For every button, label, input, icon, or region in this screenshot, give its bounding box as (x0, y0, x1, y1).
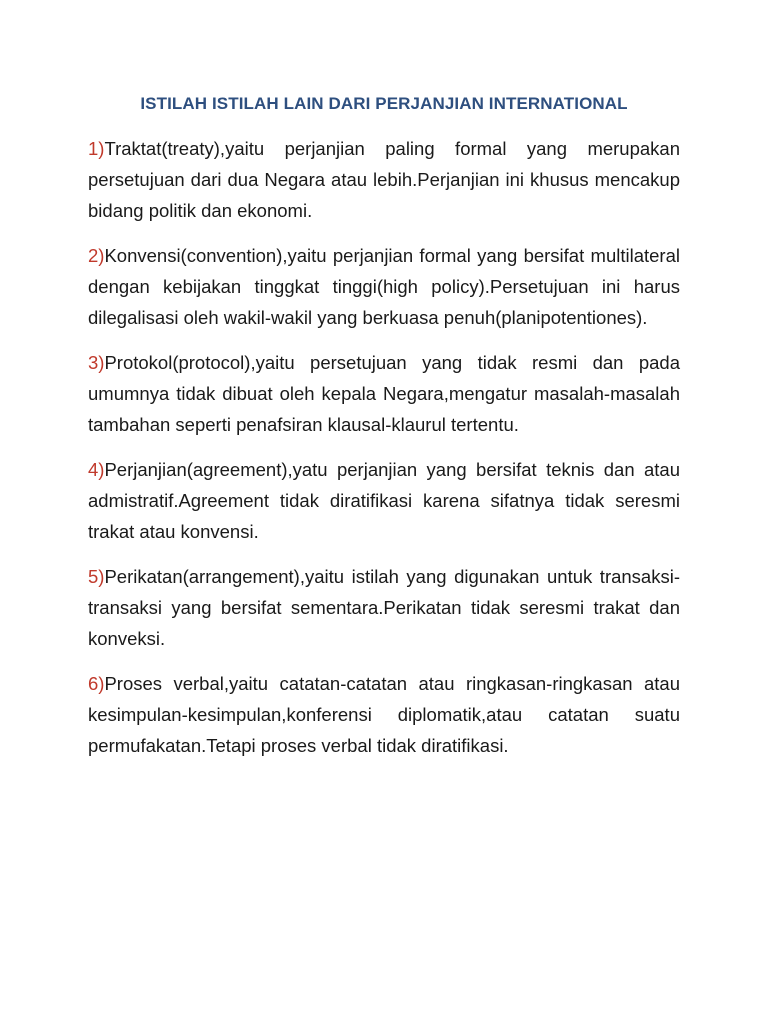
item-text: Perikatan(arrangement),yaitu istilah yang digunakan untuk transaksi-transaksi yang bersifat sementara.Perikatan tidak seresmi trakat dan konveksi. (88, 566, 680, 649)
item-text: Proses verbal,yaitu catatan-catatan atau ringkasan-ringkasan atau kesimpulan-kesimpulan,konferensi diplomatik,atau catatan suatu permufakatan.Tetapi proses verbal tidak diratifikasi. (88, 673, 680, 756)
list-item (88, 240, 680, 333)
item-number: 6) (88, 673, 105, 694)
item-text: Protokol(protocol),yaitu persetujuan yang tidak resmi dan pada umumnya tidak dibuat oleh kepala Negara,mengatur masalah-masalah tambahan seperti penafsiran klausal-klaurul tertentu. (88, 352, 680, 435)
item-text: Traktat(treaty),yaitu perjanjian paling formal yang merupakan persetujuan dari dua Negara atau lebih.Perjanjian ini khusus mencakup bidang politik dan ekonomi. (88, 138, 680, 221)
item-number: 1) (88, 138, 105, 159)
list-item (88, 454, 680, 547)
item-number: 3) (88, 352, 105, 373)
item-text: Konvensi(convention),yaitu perjanjian formal yang bersifat multilateral dengan kebijakan tinggkat tinggi(high policy).Persetujuan ini harus dilegalisasi oleh wakil-wakil yang berkuasa penuh(planipotentiones). (88, 245, 680, 328)
item-number: 4) (88, 459, 105, 480)
list-item (88, 668, 680, 761)
document-title: ISTILAH ISTILAH LAIN DARI PERJANJIAN INTERNATIONAL (140, 94, 628, 113)
item-number: 5) (88, 566, 105, 587)
item-number: 2) (88, 245, 105, 266)
list-item (88, 561, 680, 654)
list-item (88, 133, 680, 226)
list-item (88, 347, 680, 440)
definition-list (88, 133, 680, 775)
item-text: Perjanjian(agreement),yatu perjanjian yang bersifat teknis dan atau admistratif.Agreement tidak diratifikasi karena sifatnya tidak seresmi trakat atau konvensi. (88, 459, 680, 542)
